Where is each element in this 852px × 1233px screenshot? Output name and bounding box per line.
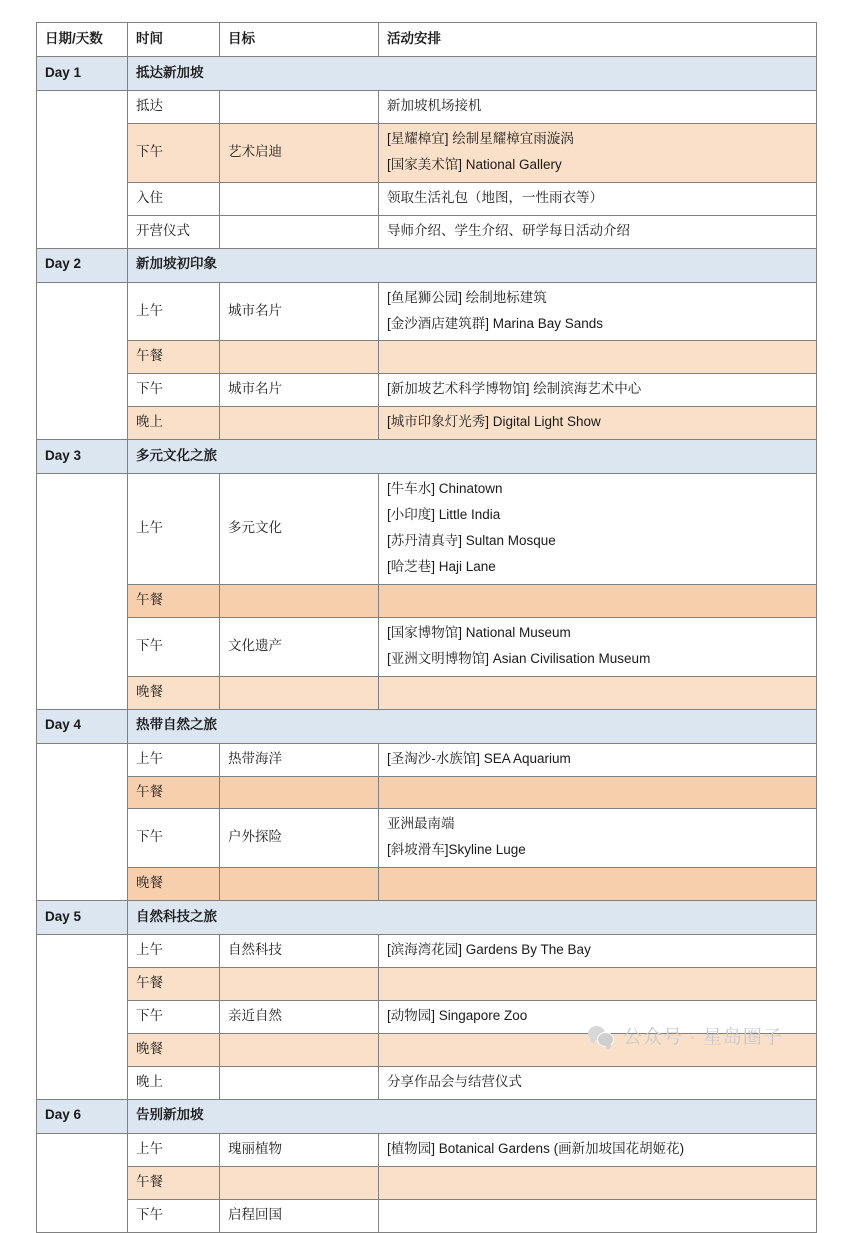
watermark-text: 公众号 · 星岛圈子 — [623, 1027, 783, 1048]
time-cell: 晚餐 — [128, 868, 220, 901]
day-spacer-cell — [37, 474, 128, 709]
day-label: Day 1 — [37, 57, 128, 91]
day-theme: 多元文化之旅 — [128, 440, 817, 474]
itinerary-row — [37, 968, 817, 1001]
goal-cell — [220, 968, 379, 1001]
goal-cell — [220, 868, 379, 901]
activity-line: [苏丹清真寺] Sultan Mosque — [387, 533, 556, 549]
activity-line: [斜坡滑车]Skyline Luge — [387, 842, 526, 858]
itinerary-row — [37, 182, 817, 215]
itinerary-row — [37, 474, 817, 585]
activity-line: [金沙酒店建筑群] Marina Bay Sands — [387, 315, 604, 331]
goal-cell: 启程回国 — [220, 1199, 379, 1232]
time-cell: 下午 — [128, 809, 220, 868]
activity-line: [圣淘沙-水族馆] SEA Aquarium — [387, 750, 571, 766]
activities-cell — [379, 1033, 817, 1066]
column-header-col4: 活动安排 — [379, 23, 817, 57]
goal-cell — [220, 407, 379, 440]
goal-cell: 亲近自然 — [220, 1001, 379, 1034]
activity-line: [国家博物馆] National Museum — [387, 624, 571, 640]
activities-cell — [379, 776, 817, 809]
time-cell: 午餐 — [128, 584, 220, 617]
day-theme: 热带自然之旅 — [128, 709, 817, 743]
time-cell: 下午 — [128, 617, 220, 676]
activities-cell — [379, 374, 817, 407]
itinerary-row — [37, 1133, 817, 1166]
goal-cell — [220, 341, 379, 374]
activities-cell — [379, 1066, 817, 1099]
goal-cell: 文化遗产 — [220, 617, 379, 676]
itinerary-row — [37, 215, 817, 248]
activity-line: [亚洲文明博物馆] Asian Civilisation Museum — [387, 650, 651, 666]
itinerary-row — [37, 935, 817, 968]
itinerary-row — [37, 123, 817, 182]
day-banner-row — [37, 1099, 817, 1133]
day-spacer-cell — [37, 1133, 128, 1232]
activities-cell — [379, 123, 817, 182]
goal-cell: 城市名片 — [220, 374, 379, 407]
activities-cell — [379, 584, 817, 617]
activities-cell — [379, 676, 817, 709]
goal-cell: 多元文化 — [220, 474, 379, 585]
activities-cell — [379, 282, 817, 341]
itinerary-row — [37, 1166, 817, 1199]
goal-cell — [220, 1033, 379, 1066]
activity-line: [国家美术馆] National Gallery — [387, 156, 562, 172]
time-cell: 午餐 — [128, 776, 220, 809]
time-cell: 上午 — [128, 1133, 220, 1166]
day-banner-row — [37, 901, 817, 935]
time-cell: 开营仪式 — [128, 215, 220, 248]
time-cell: 下午 — [128, 123, 220, 182]
day-label: Day 3 — [37, 440, 128, 474]
goal-cell — [220, 676, 379, 709]
activities-cell — [379, 617, 817, 676]
activity-line: [小印度] Little India — [387, 507, 501, 523]
time-cell: 晚上 — [128, 1066, 220, 1099]
itinerary-row — [37, 584, 817, 617]
goal-cell — [220, 215, 379, 248]
activities-cell — [379, 1166, 817, 1199]
activity-line: [星耀樟宜] 绘制星耀樟宜雨漩涡 — [387, 130, 574, 146]
itinerary-row — [37, 341, 817, 374]
activities-cell — [379, 868, 817, 901]
activity-line: 领取生活礼包（地图，一性雨衣等） — [387, 189, 603, 205]
activities-cell — [379, 935, 817, 968]
day-banner-row — [37, 440, 817, 474]
day-theme: 自然科技之旅 — [128, 901, 817, 935]
activities-cell — [379, 1001, 817, 1034]
time-cell: 午餐 — [128, 1166, 220, 1199]
itinerary-row — [37, 282, 817, 341]
day-theme: 抵达新加坡 — [128, 57, 817, 91]
day-banner-row — [37, 709, 817, 743]
itinerary-row — [37, 91, 817, 124]
goal-cell — [220, 776, 379, 809]
goal-cell: 热带海洋 — [220, 743, 379, 776]
activities-cell — [379, 743, 817, 776]
time-cell: 下午 — [128, 1001, 220, 1034]
day-spacer-cell — [37, 743, 128, 901]
itinerary-row — [37, 676, 817, 709]
day-theme: 新加坡初印象 — [128, 248, 817, 282]
activity-line: 分享作品会与结营仪式 — [387, 1073, 522, 1089]
activity-line: [滨海湾花园] Gardens By The Bay — [387, 942, 591, 958]
activities-cell — [379, 1133, 817, 1166]
activity-line: [鱼尾狮公园] 绘制地标建筑 — [387, 289, 547, 305]
goal-cell: 城市名片 — [220, 282, 379, 341]
time-cell: 上午 — [128, 282, 220, 341]
itinerary-row — [37, 1033, 817, 1066]
activity-line: 新加坡机场接机 — [387, 98, 482, 113]
itinerary-row — [37, 617, 817, 676]
time-cell: 晚上 — [128, 407, 220, 440]
activities-cell — [379, 407, 817, 440]
column-header-col3: 目标 — [220, 23, 379, 57]
day-spacer-cell — [37, 91, 128, 249]
itinerary-row — [37, 809, 817, 868]
goal-cell — [220, 584, 379, 617]
goal-cell — [220, 1166, 379, 1199]
activity-line: [植物园] Botanical Gardens (画新加坡国花胡姬花) — [387, 1140, 685, 1156]
column-header-col1: 日期/天数 — [37, 23, 128, 57]
time-cell: 下午 — [128, 1199, 220, 1232]
activities-cell — [379, 215, 817, 248]
time-cell: 午餐 — [128, 968, 220, 1001]
time-cell: 晚餐 — [128, 1033, 220, 1066]
itinerary-row — [37, 1199, 817, 1232]
itinerary-row — [37, 1066, 817, 1099]
itinerary-table-body — [37, 23, 817, 1233]
activities-cell — [379, 809, 817, 868]
itinerary-table — [36, 22, 817, 1233]
day-label: Day 6 — [37, 1099, 128, 1133]
activities-cell — [379, 474, 817, 585]
column-header-col2: 时间 — [128, 23, 220, 57]
day-spacer-cell — [37, 935, 128, 1100]
activity-line: [哈芝巷] Haji Lane — [387, 558, 496, 574]
itinerary-row — [37, 776, 817, 809]
time-cell: 午餐 — [128, 341, 220, 374]
day-banner-row — [37, 248, 817, 282]
itinerary-row — [37, 1001, 817, 1034]
itinerary-sheet — [36, 22, 816, 1233]
goal-cell — [220, 182, 379, 215]
goal-cell: 自然科技 — [220, 935, 379, 968]
activities-cell — [379, 1199, 817, 1232]
goal-cell: 户外探险 — [220, 809, 379, 868]
activity-line: [动物园] Singapore Zoo — [387, 1008, 528, 1024]
time-cell: 下午 — [128, 374, 220, 407]
time-cell: 上午 — [128, 474, 220, 585]
activities-cell — [379, 182, 817, 215]
day-label: Day 5 — [37, 901, 128, 935]
time-cell: 入住 — [128, 182, 220, 215]
itinerary-row — [37, 868, 817, 901]
goal-cell — [220, 1066, 379, 1099]
table-header-row — [37, 23, 817, 57]
activity-line: [牛车水] Chinatown — [387, 481, 503, 497]
activities-cell — [379, 968, 817, 1001]
activity-line: [城市印象灯光秀] Digital Light Show — [387, 414, 601, 430]
activities-cell — [379, 341, 817, 374]
day-theme: 告别新加坡 — [128, 1099, 817, 1133]
day-label: Day 2 — [37, 248, 128, 282]
time-cell: 晚餐 — [128, 676, 220, 709]
day-label: Day 4 — [37, 709, 128, 743]
goal-cell: 艺术启迪 — [220, 123, 379, 182]
day-banner-row — [37, 57, 817, 91]
itinerary-row — [37, 407, 817, 440]
activities-cell — [379, 91, 817, 124]
time-cell: 上午 — [128, 935, 220, 968]
time-cell: 抵达 — [128, 91, 220, 124]
activity-line: 亚洲最南端 — [387, 816, 455, 832]
activity-line: 导师介绍、学生介绍、研学每日活动介绍 — [387, 222, 630, 238]
day-spacer-cell — [37, 282, 128, 440]
activity-line: [新加坡艺术科学博物馆] 绘制滨海艺术中心 — [387, 381, 642, 397]
itinerary-row — [37, 743, 817, 776]
itinerary-row — [37, 374, 817, 407]
goal-cell — [220, 91, 379, 124]
goal-cell: 瑰丽植物 — [220, 1133, 379, 1166]
time-cell: 上午 — [128, 743, 220, 776]
